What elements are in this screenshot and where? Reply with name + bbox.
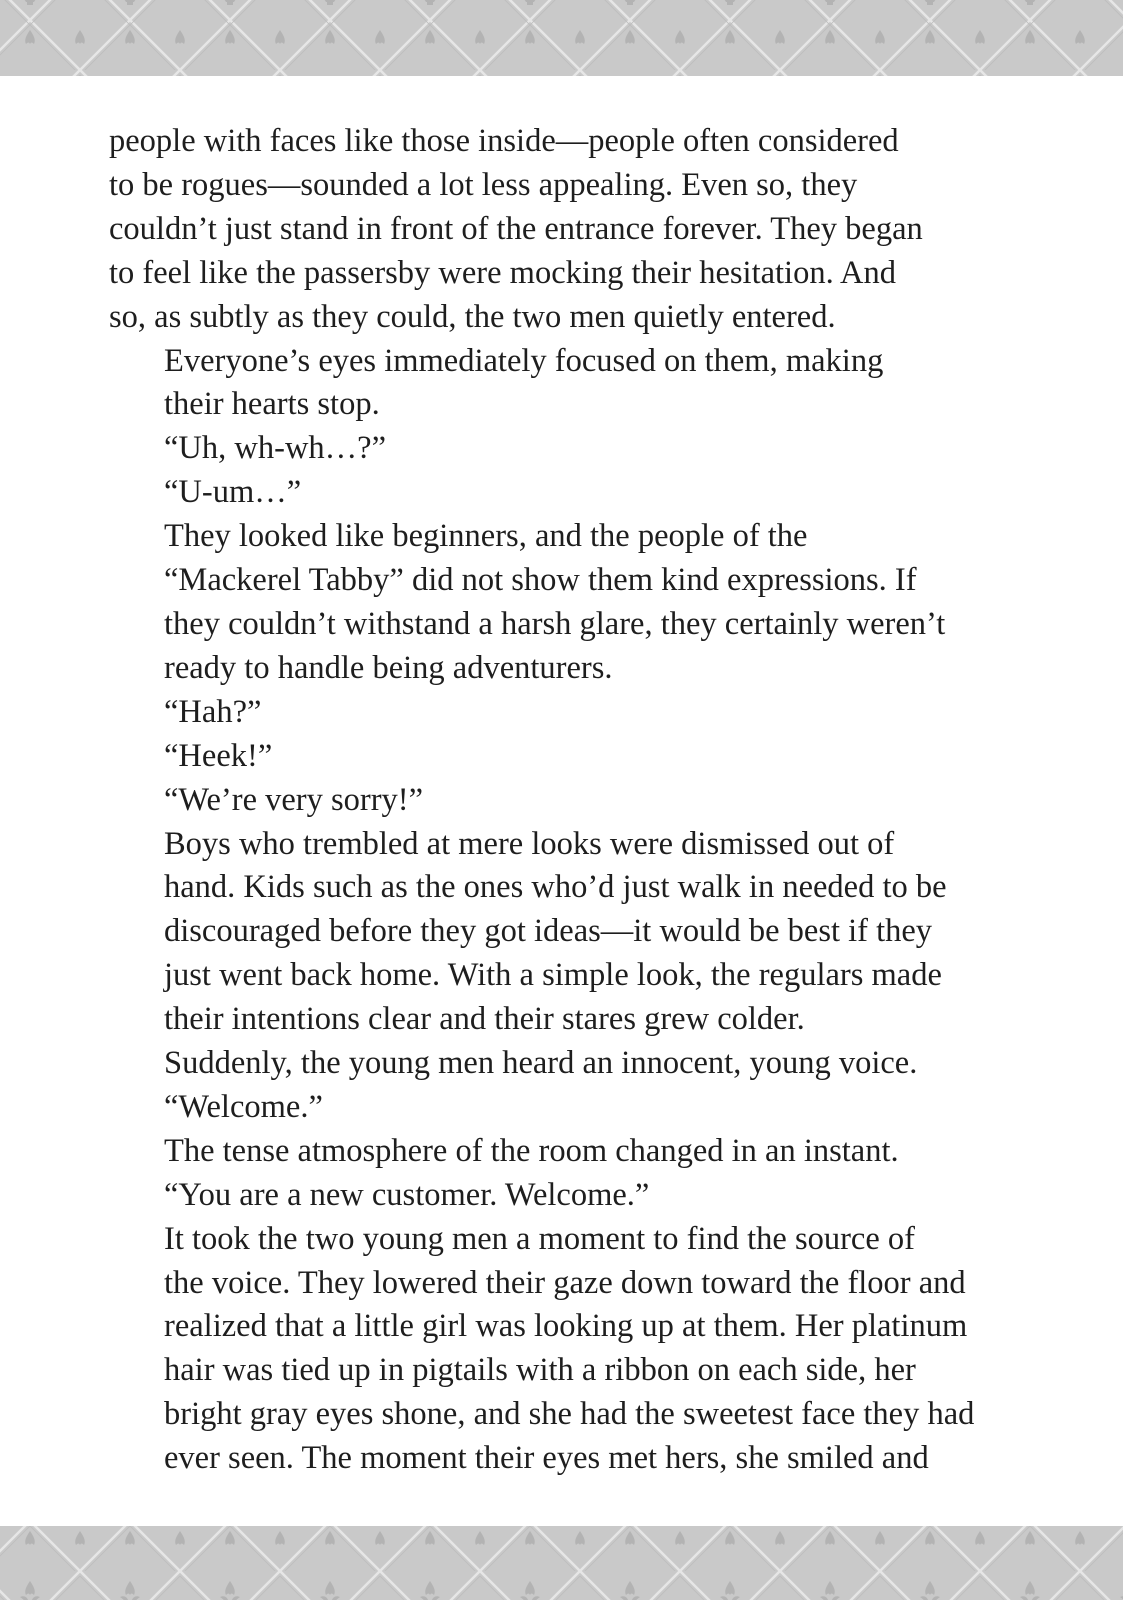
text-line: “Welcome.” xyxy=(164,1088,323,1125)
text-line: “We’re very sorry!” xyxy=(164,781,424,818)
paragraph xyxy=(109,1086,1009,1130)
paragraph xyxy=(109,1042,1009,1086)
top-ornamental-border xyxy=(0,0,1123,76)
lattice-pattern-icon xyxy=(0,0,1123,76)
paragraph xyxy=(109,779,1009,823)
text-line: The tense atmosphere of the room changed in an instant. xyxy=(164,1132,899,1169)
paragraph xyxy=(109,1174,1009,1218)
text-line: their intentions clear and their stares grew colder. xyxy=(164,1001,805,1038)
text-line: to be rogues—sounded a lot less appealing. Even so, they xyxy=(109,166,858,203)
paragraph xyxy=(109,735,1009,779)
page-body-text xyxy=(109,120,1009,1481)
text-line: It took the two young men a moment to find the source of xyxy=(164,1220,915,1257)
text-line: discouraged before they got ideas—it would be best if they xyxy=(164,913,933,950)
text-line: they couldn’t withstand a harsh glare, they certainly weren’t xyxy=(164,605,946,642)
text-line: hair was tied up in pigtails with a ribbon on each side, her xyxy=(164,1352,916,1389)
text-line: realized that a little girl was looking up at them. Her platinum xyxy=(164,1308,968,1345)
text-line: “Hah?” xyxy=(164,693,262,730)
text-line: Boys who trembled at mere looks were dismissed out of xyxy=(164,825,895,862)
text-line: Suddenly, the young men heard an innocent, young voice. xyxy=(164,1045,918,1082)
paragraph xyxy=(109,691,1009,735)
text-line: people with faces like those inside—people often considered xyxy=(109,123,899,159)
paragraph xyxy=(109,823,1009,1043)
text-line: Everyone’s eyes immediately focused on them, making xyxy=(164,342,884,379)
text-line: ever seen. The moment their eyes met hers, she smiled and xyxy=(164,1440,929,1477)
text-line: “Uh, wh-wh…?” xyxy=(164,430,387,467)
text-line: so, as subtly as they could, the two men quietly entered. xyxy=(109,298,836,335)
text-line: bright gray eyes shone, and she had the sweetest face they had xyxy=(164,1396,975,1433)
paragraph xyxy=(109,471,1009,515)
text-line: “You are a new customer. Welcome.” xyxy=(164,1176,650,1213)
paragraph xyxy=(109,1218,1009,1481)
paragraph xyxy=(109,1130,1009,1174)
paragraph xyxy=(109,427,1009,471)
text-line: couldn’t just stand in front of the entrance forever. They began xyxy=(109,210,923,247)
text-line: the voice. They lowered their gaze down toward the floor and xyxy=(164,1264,966,1301)
bottom-ornamental-border xyxy=(0,1526,1123,1600)
text-line: “Mackerel Tabby” did not show them kind expressions. If xyxy=(164,562,917,599)
paragraph xyxy=(109,340,1009,428)
lattice-pattern-icon xyxy=(0,1526,1123,1600)
paragraph xyxy=(109,515,1009,691)
text-line: to feel like the passersby were mocking their hesitation. And xyxy=(109,254,897,291)
text-line: just went back home. With a simple look, the regulars made xyxy=(164,957,942,994)
text-line: “Heek!” xyxy=(164,737,273,774)
text-line: They looked like beginners, and the people of the xyxy=(164,518,808,555)
text-line: “U-um…” xyxy=(164,474,302,511)
text-line: hand. Kids such as the ones who’d just walk in needed to be xyxy=(164,869,947,906)
text-line: their hearts stop. xyxy=(164,386,380,423)
text-line: ready to handle being adventurers. xyxy=(164,649,613,686)
paragraph xyxy=(109,120,1009,340)
